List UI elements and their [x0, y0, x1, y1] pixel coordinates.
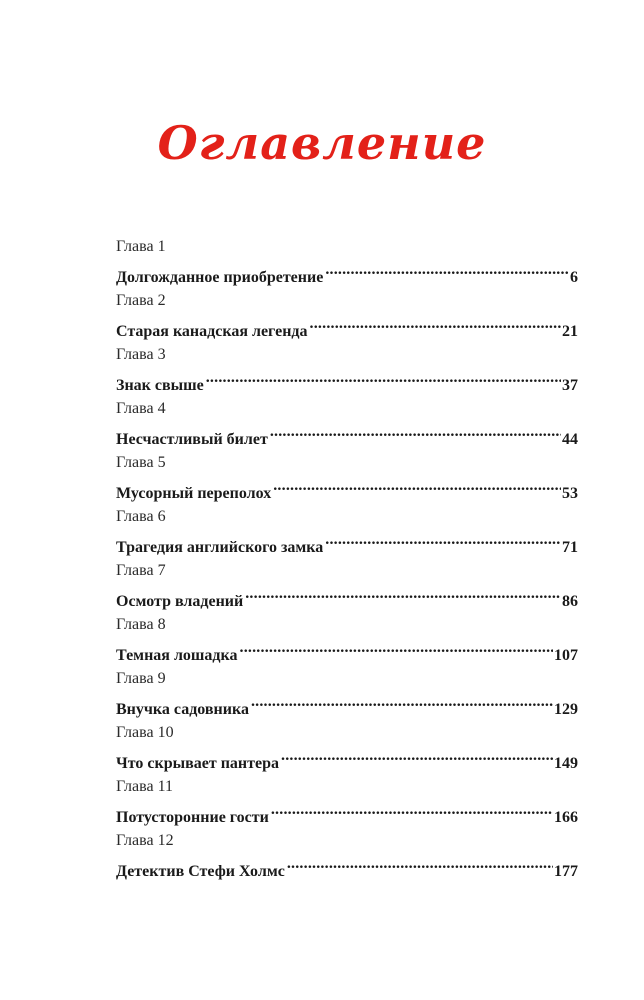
chapter-number: Глава 12	[116, 832, 174, 849]
chapter-number: Глава 2	[116, 292, 166, 309]
page-number: 44	[562, 431, 578, 448]
page-number: 6	[570, 269, 578, 286]
chapter-line[interactable]	[116, 420, 578, 448]
chapter-title: Несчастливый билет	[116, 431, 268, 448]
chapter-line[interactable]	[116, 690, 578, 718]
dot-leader	[287, 852, 553, 876]
dot-leader	[281, 744, 553, 768]
chapter-number: Глава 1	[116, 238, 166, 255]
dot-leader	[310, 312, 561, 336]
page-number: 71	[562, 539, 578, 556]
chapter-number: Глава 8	[116, 616, 166, 633]
chapter-title: Знак свыше	[116, 377, 204, 394]
chapter-line[interactable]	[116, 744, 578, 772]
chapter-line[interactable]	[116, 366, 578, 394]
chapter-title: Мусорный переполох	[116, 485, 272, 502]
page-number: 86	[562, 593, 578, 610]
toc-entry	[116, 236, 578, 290]
chapter-title: Детектив Стефи Холмс	[116, 863, 285, 880]
chapter-line[interactable]	[116, 582, 578, 610]
toc-entry	[116, 776, 578, 830]
page-number: 53	[562, 485, 578, 502]
chapter-number: Глава 7	[116, 562, 166, 579]
table-of-contents	[116, 236, 578, 884]
toc-entry	[116, 668, 578, 722]
page-number: 37	[562, 377, 578, 394]
page-number: 166	[554, 809, 578, 826]
chapter-number: Глава 5	[116, 454, 166, 471]
dot-leader	[271, 798, 553, 822]
chapter-title: Темная лошадка	[116, 647, 238, 664]
chapter-number: Глава 4	[116, 400, 166, 417]
chapter-line[interactable]	[116, 798, 578, 826]
toc-entry	[116, 830, 578, 884]
chapter-line[interactable]	[116, 258, 578, 286]
toc-entry	[116, 614, 578, 668]
chapter-line[interactable]	[116, 852, 578, 880]
dot-leader	[270, 420, 561, 444]
chapter-title: Осмотр владений	[116, 593, 244, 610]
page-title: Оглавление	[157, 116, 487, 170]
dot-leader	[240, 636, 554, 660]
toc-entry	[116, 560, 578, 614]
dot-leader	[273, 474, 561, 498]
chapter-title: Долгожданное приобретение	[116, 269, 324, 286]
chapter-line[interactable]	[116, 636, 578, 664]
dot-leader	[206, 366, 561, 390]
chapter-number: Глава 6	[116, 508, 166, 525]
chapter-number: Глава 3	[116, 346, 166, 363]
dot-leader	[251, 690, 553, 714]
chapter-title: Трагедия английского замка	[116, 539, 324, 556]
toc-entry	[116, 398, 578, 452]
chapter-title: Старая канадская легенда	[116, 323, 308, 340]
chapter-line[interactable]	[116, 312, 578, 340]
dot-leader	[245, 582, 561, 606]
dot-leader	[325, 528, 561, 552]
chapter-number: Глава 11	[116, 778, 173, 795]
chapter-title: Потусторонние гости	[116, 809, 269, 826]
page-number: 107	[554, 647, 578, 664]
chapter-number: Глава 9	[116, 670, 166, 687]
chapter-title: Что скрывает пантера	[116, 755, 279, 772]
page-number: 149	[554, 755, 578, 772]
chapter-line[interactable]	[116, 474, 578, 502]
dot-leader	[325, 258, 569, 282]
page-number: 21	[562, 323, 578, 340]
chapter-title: Внучка садовника	[116, 701, 249, 718]
toc-entry	[116, 506, 578, 560]
page-number: 177	[554, 863, 578, 880]
chapter-line[interactable]	[116, 528, 578, 556]
toc-entry	[116, 290, 578, 344]
toc-entry	[116, 722, 578, 776]
page-number: 129	[554, 701, 578, 718]
chapter-number: Глава 10	[116, 724, 174, 741]
toc-entry	[116, 344, 578, 398]
toc-entry	[116, 452, 578, 506]
